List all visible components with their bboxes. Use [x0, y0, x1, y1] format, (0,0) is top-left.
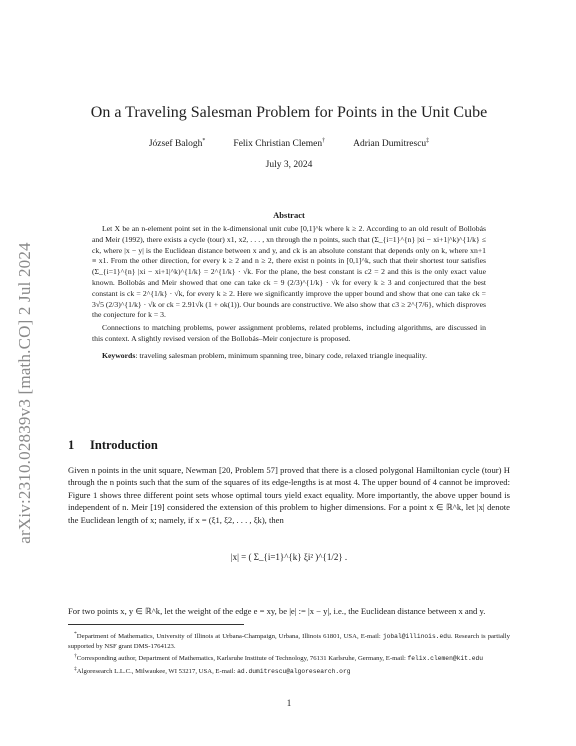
keywords: Keywords: traveling salesman problem, minimum spanning tree, binary code, relaxed triangle inequality. — [102, 350, 428, 360]
arxiv-stamp — [12, 198, 38, 588]
author: József Balogh* — [148, 138, 206, 150]
paper-date: July 3, 2024 — [265, 160, 313, 170]
email-link[interactable]: ad.dumitrescu@algoresearch.org — [237, 667, 351, 675]
intro-paragraph: Given n points in the unit square, Newman [20, Problem 57] proved that there is a closed polygonal Hamiltonian cycle (tour) H through the n points such that the sum of the squares of its edge-lengths is at most 4. The upper bound of 4 cannot be improved: Figure 1 shows three different point sets whose optimal tours yield exact equality. More importantly, the above upper bound is independent of n. Meir [19] considered the extension of this problem to higher dimensions. For a point x ∈ ℝ^k, let |x| denote the Euclidean length of x; namely, if x = (ξ1, ξ2, . . . , ξk), then — [68, 465, 510, 525]
abstract-paragraph: Let X be an n-element point set in the k-dimensional unit cube [0,1]^k where k ≥ 2. According to an old result of Bollobás and Meir (1992), there exists a cycle (tour) x1, x2, . . . , xn through the n points, such that (Σ_{i=1}^{n} |xi − xi+1|^k)^{1/k} ≤ ck, where |x − y| is the Euclidean distance between x and y, and ck is an absolute constant that depends only on k, where xn+1 ≡ x1. From the other direction, for every k ≥ 2 and n ≥ 2, there exist n points in [0,1]^k, such that their shortest tour satisfies (Σ_{i=1}^{n} |xi − xi+1|^k)^{1/k} = 2^{1/k} · √k. For the plane, the best constant is c2 = 2 and this is the only exact value known. Bollobás and Meir showed that one can take ck = 9 (2/3)^{1/k} · √k for every k ≥ 3 and conjectured that the best constant is ck = 2^{1/k} · √k, for every k ≥ 2. Here we significantly improve the upper bound and show that one can take ck = 3√5 (2/3)^{1/k} · √k or ck = 2.91√k (1 + ok(1)). Our bounds are constructive. We also show that c3 ≥ 2^{7/6}, which disproves the conjecture for k = 3. — [92, 224, 486, 320]
author: Adrian Dumitrescu‡ — [353, 138, 430, 150]
footnotes — [68, 630, 510, 677]
abstract-paragraph: Connections to matching problems, power assignment problems, related problems, including algorithms, are discussed in this context. A slightly revised version of the Bollobás–Meir conjecture is proposed. — [92, 323, 486, 343]
email-link[interactable]: felix.clemen@kit.edu — [407, 655, 484, 663]
author: Felix Christian Clemen† — [233, 138, 326, 150]
abstract-body — [92, 224, 486, 362]
arxiv-stamp-text: arXiv:2310.02839v3 [math.CO] 2 Jul 2024 — [15, 242, 34, 544]
footnote: *Department of Mathematics, University of Illinois at Urbana-Champaign, Urbana, Illinois 61801, USA, E-mail: jobal@illinois.edu. Research is partially supported by NSF grant DMS-1764123. — [68, 631, 510, 650]
footnote: ‡Algoresearch L.L.C., Milwaukee, WI 53217, USA, E-mail: ad.dumitrescu@algoresearch.org — [74, 665, 351, 675]
email-link[interactable]: jobal@illinois.edu — [382, 633, 451, 641]
intro-paragraph-2: For two points x, y ∈ ℝ^k, let the weight of the edge e = xy, be |e| := |x − y|, i.e., the Euclidean distance between x and y. — [68, 605, 486, 616]
section-heading: 1 Introduction — [68, 438, 158, 452]
page-number: 1 — [286, 698, 292, 708]
author-list — [68, 138, 510, 149]
paper-title: On a Traveling Salesman Problem for Points in the Unit Cube — [90, 104, 488, 121]
footnote: †Corresponding author, Department of Mathematics, Karlsruhe Institute of Technology, 76131 Karlsruhe, Germany, E-mail: felix.clemen@kit.edu — [74, 653, 484, 663]
footnote-rule — [68, 624, 244, 625]
abstract-heading: Abstract — [273, 210, 305, 220]
norm-equation: |x| = ( Σ_{i=1}^{k} ξi² )^{1/2} . — [230, 552, 348, 562]
